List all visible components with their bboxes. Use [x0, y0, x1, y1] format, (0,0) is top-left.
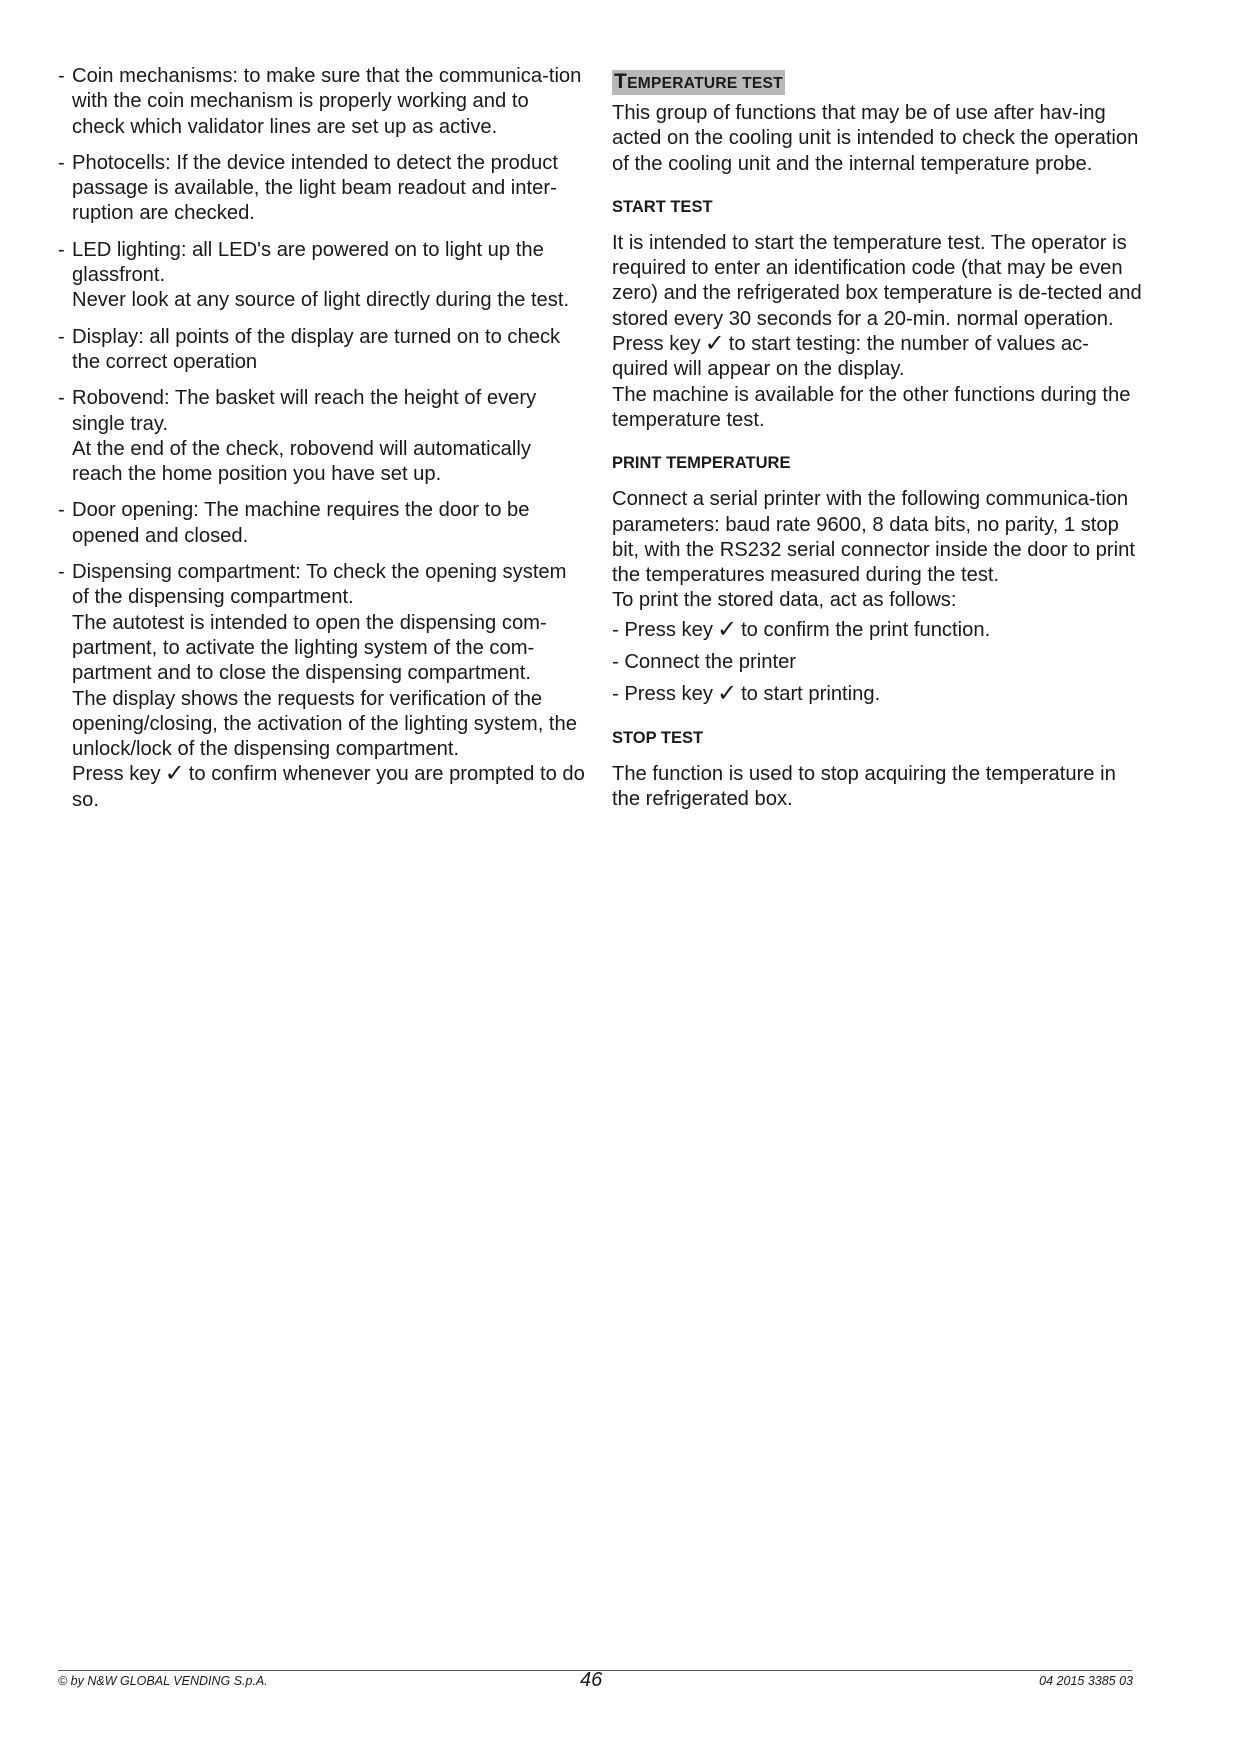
check-icon: ✓: [716, 614, 738, 643]
start-test-paragraph: It is intended to start the temperature test. The operator is required to enter an identification code (that may be even zero) and the refrigerated box temperature is de-tected and stored every 30 seconds for a 20-min. normal operation.: [612, 231, 1142, 330]
section-intro: This group of functions that may be of use after hav-ing acted on the cooling unit is intended to check the operation of the cooling unit and the internal temperature probe.: [612, 102, 1139, 175]
footer-copyright: © by N&W GLOBAL VENDING S.p.A.: [58, 1674, 268, 1688]
footer-document-code: 04 2015 3385 03: [1039, 1674, 1133, 1688]
heading-start-test: START TEST: [612, 197, 713, 216]
list-item-text: Dispensing compartment: To check the opening system of the dispensing compartment.: [72, 561, 567, 609]
list-item-text: At the end of the check, robovend will automatically reach the home position you have set up.: [72, 437, 531, 486]
list-item-text: LED lighting: all LED's are powered on to light up the glassfront.: [72, 238, 544, 287]
print-instructions: To print the stored data, act as follows:: [612, 589, 957, 612]
list-item-text: The display shows the requests for verification of the opening/closing, the activation of the lighting system, the unlock/lock of the dispensing compartment.: [72, 687, 577, 761]
section-title-temperature-test: TEMPERATURE TEST: [614, 70, 783, 93]
print-paragraph: Connect a serial printer with the following communica-tion parameters: baud rate 9600, 8 data bits, no parity, 1 stop bit, with the RS232 serial connector inside the door to print the temperatures measured during the test.: [612, 488, 1135, 587]
check-icon: ✓: [704, 329, 725, 358]
check-icon: ✓: [164, 759, 185, 788]
left-column: [58, 64, 586, 824]
list-item-text: Door opening: The machine requires the door to be opened and closed.: [72, 499, 530, 547]
list-item-robovend: - Robovend: The basket will reach the height of every single tray. At the end of the check, robovend will automatically reach the home position you have set up.: [58, 386, 586, 487]
list-item-text: Never look at any source of light directly during the test.: [72, 289, 570, 312]
right-column: [612, 70, 1142, 812]
confirm-line: Press key ✓ to confirm whenever you are prompted to do so.: [72, 759, 585, 811]
list-item-dispensing-compartment: - Dispensing compartment: To check the opening system of the dispensing compartment. The autotest is intended to open the dispensing com-partment, to activate the lighting system of the com-partment and to close the dispensing compartment. The display shows the requests for verification of the opening/closing, the activation of the lighting system, the unlock/lock of the dispensing compartment. Press key ✓ to confirm whenever you are prompted to do so.: [58, 560, 586, 813]
list-item-text: Coin mechanisms: to make sure that the communica-tion with the coin mechanism is properly working and to check which validator lines are set up as active.: [72, 65, 582, 138]
print-step-confirm: - Press key ✓ to confirm the print function.: [612, 614, 991, 643]
start-test-note: The machine is available for the other functions during the temperature test.: [612, 383, 1131, 431]
page-number: 46: [580, 1669, 603, 1691]
check-icon: ✓: [716, 679, 738, 708]
print-step-start: - Press key ✓ to start printing.: [612, 679, 881, 708]
list-item-text: The autotest is intended to open the dispensing com-partment, to activate the lighting system of the com-partment and to close the dispensing compartment.: [72, 611, 547, 685]
list-item-display: - Display: all points of the display are turned on to check the correct operation: [58, 325, 586, 376]
heading-print-temperature: PRINT TEMPERATURE: [612, 454, 791, 473]
print-step-connect: - Connect the printer: [612, 651, 797, 674]
list-item-led-lighting: - LED lighting: all LED's are powered on to light up the glassfront. Never look at any source of light directly during the test.: [58, 238, 586, 314]
start-test-press-key: Press key ✓ to start testing: the number of values ac-quired will appear on the display.: [612, 329, 1089, 381]
list-item-text: Robovend: The basket will reach the height of every single tray.: [72, 387, 537, 435]
heading-stop-test: STOP TEST: [612, 728, 704, 747]
list-item-photocells: - Photocells: If the device intended to detect the product passage is available, the light beam readout and inter-ruption are checked.: [58, 151, 586, 227]
stop-test-paragraph: The function is used to stop acquiring the temperature in the refrigerated box.: [612, 762, 1116, 810]
list-item-text: Display: all points of the display are turned on to check the correct operation: [72, 325, 561, 373]
list-item-text: Photocells: If the device intended to detect the product passage is available, the light beam readout and inter-ruption are checked.: [72, 151, 558, 225]
list-item-coin-mechanisms: - Coin mechanisms: to make sure that the communica-tion with the coin mechanism is properly working and to check which validator lines are set up as active.: [58, 64, 586, 140]
list-item-door-opening: - Door opening: The machine requires the door to be opened and closed.: [58, 498, 586, 549]
